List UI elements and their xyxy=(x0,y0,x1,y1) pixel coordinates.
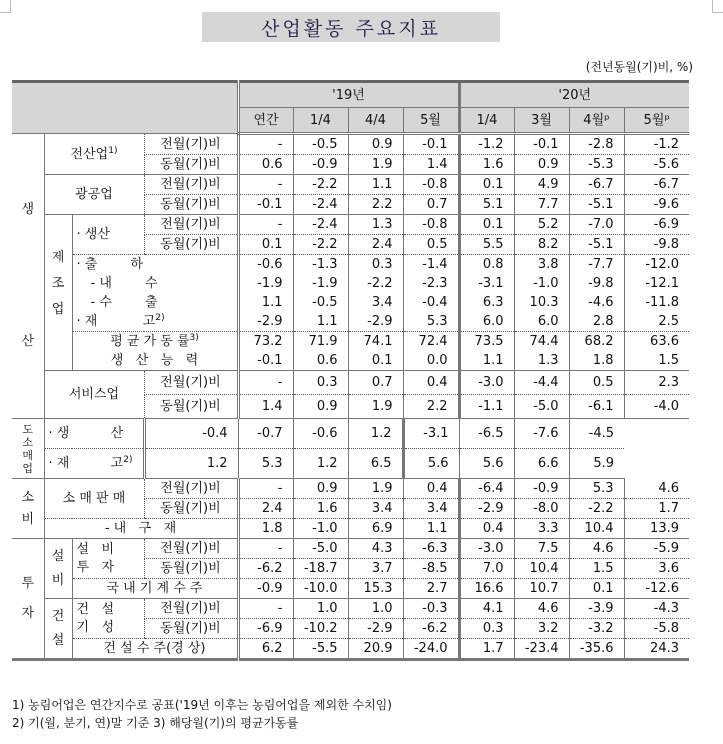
cell: 1.1 xyxy=(403,519,459,539)
cell: -0.9 xyxy=(293,155,348,175)
table-row xyxy=(12,332,689,352)
row-label-domestic: - 내 수 xyxy=(90,276,158,291)
cell: 0.1 xyxy=(348,351,403,371)
cell: -5.1 xyxy=(569,195,624,215)
cell: 0.6 xyxy=(238,155,293,175)
all-industry-text: 전산업 xyxy=(70,146,109,162)
ws-inventory-text: · 재 고 xyxy=(48,456,124,471)
utilization-text: 평 균 가 동 률 xyxy=(110,334,190,349)
row-label-shipment: · 출 하 xyxy=(76,257,143,272)
cell: 1.4 xyxy=(238,395,293,419)
comparison-label: 동월(기)비 xyxy=(144,499,238,519)
cell: -5.0 xyxy=(293,539,348,559)
cell: -6.4 xyxy=(459,479,514,499)
cell: -10.2 xyxy=(293,619,348,639)
cell: 3.4 xyxy=(348,499,403,519)
cell: 1.4 xyxy=(403,155,459,175)
indicator-table xyxy=(12,80,689,661)
cell: -24.0 xyxy=(403,639,459,660)
cell: 0.1 xyxy=(238,235,293,255)
cell: -23.4 xyxy=(514,639,569,660)
cell: -2.3 xyxy=(403,274,459,293)
cell: -4.4 xyxy=(514,371,569,395)
cell: 5.6 xyxy=(403,449,459,479)
table-row xyxy=(12,639,689,660)
cell: -2.9 xyxy=(348,312,403,332)
cell: 4.1 xyxy=(459,599,514,619)
cell: -0.5 xyxy=(293,134,348,155)
cell: 1.2 xyxy=(144,449,238,479)
row-label-inventory xyxy=(72,312,238,332)
cell: 3.6 xyxy=(624,559,689,579)
cell: 0.9 xyxy=(348,134,403,155)
footnote-ref: 3) xyxy=(189,333,199,343)
table-row xyxy=(12,519,689,539)
cell: -0.1 xyxy=(514,134,569,155)
cell: -6.1 xyxy=(569,395,624,419)
cell: 5.6 xyxy=(459,449,514,479)
cell: 1.3 xyxy=(514,351,569,371)
cell: 6.3 xyxy=(459,293,514,312)
cell: -0.8 xyxy=(403,215,459,235)
cell: -2.9 xyxy=(348,619,403,639)
header-period: 1/4 xyxy=(293,108,348,134)
cell: -7.0 xyxy=(569,215,624,235)
cell: -5.5 xyxy=(293,639,348,660)
page-corner-right xyxy=(712,0,723,13)
page-corner-left xyxy=(0,0,11,13)
cell: 3.3 xyxy=(514,519,569,539)
row-label-construction-orders: 건 설 수 주(경 상) xyxy=(72,639,238,660)
row-label-all-industry xyxy=(44,134,144,175)
cell: 6.5 xyxy=(348,449,403,479)
cell: 6.0 xyxy=(459,312,514,332)
comparison-label: 동월(기)비 xyxy=(144,155,238,175)
cell: 10.3 xyxy=(514,293,569,312)
cell: -0.1 xyxy=(238,351,293,371)
cell: 1.0 xyxy=(348,599,403,619)
cell: -18.7 xyxy=(293,559,348,579)
header-period: 4/4 xyxy=(348,108,403,134)
comparison-label: 동월(기)비 xyxy=(144,395,238,419)
cell: -0.5 xyxy=(293,293,348,312)
cell: -7.7 xyxy=(569,255,624,275)
cell: -9.8 xyxy=(569,274,624,293)
footnote-ref: 2) xyxy=(123,455,133,465)
cell: -0.6 xyxy=(238,255,293,275)
header-period: 5월 xyxy=(403,108,459,134)
cell: -10.0 xyxy=(293,579,348,599)
cell: 0.9 xyxy=(514,155,569,175)
cell: 13.9 xyxy=(624,519,689,539)
cell: -6.7 xyxy=(624,175,689,195)
cell: 1.9 xyxy=(348,155,403,175)
table-row xyxy=(12,312,689,332)
cell: -1.9 xyxy=(293,274,348,293)
cell: 2.5 xyxy=(624,312,689,332)
cell: 2.4 xyxy=(348,235,403,255)
subcategory-manufacturing: 제 조 업 xyxy=(44,215,72,371)
row-label-durables: - 내 구 재 xyxy=(44,519,238,539)
cell: -3.2 xyxy=(569,619,624,639)
header-blank xyxy=(12,82,238,134)
unit-label: (전년동월(기)비, %) xyxy=(585,60,693,74)
table-row xyxy=(12,371,689,395)
comparison-label: 전월(기)비 xyxy=(144,539,238,559)
cell: 0.5 xyxy=(569,371,624,395)
comparison-label: 전월(기)비 xyxy=(144,175,238,195)
cell: 5.3 xyxy=(403,312,459,332)
row-label-export: - 수 출 xyxy=(90,295,158,310)
cell: 1.7 xyxy=(624,499,689,519)
comparison-label: 전월(기)비 xyxy=(144,599,238,619)
cell: -3.0 xyxy=(459,371,514,395)
comparison-label: 전월(기)비 xyxy=(144,134,238,155)
cell: 3.7 xyxy=(348,559,403,579)
cell: -1.0 xyxy=(514,274,569,293)
cell: -6.2 xyxy=(403,619,459,639)
cell: 2.4 xyxy=(238,499,293,519)
cell: -2.4 xyxy=(293,215,348,235)
cell: -4.0 xyxy=(624,395,689,419)
row-label-ws-production: · 생 산 xyxy=(44,419,144,449)
cell: -1.2 xyxy=(624,134,689,155)
cell: 16.6 xyxy=(459,579,514,599)
comparison-label: 전월(기)비 xyxy=(144,479,238,499)
cell: 8.2 xyxy=(514,235,569,255)
cell: -1.0 xyxy=(293,519,348,539)
row-label-capacity: 생 산 능 력 xyxy=(72,351,238,371)
comparison-label: 동월(기)비 xyxy=(144,235,238,255)
cell: -3.1 xyxy=(459,274,514,293)
cell: 3.4 xyxy=(348,293,403,312)
cell: 0.3 xyxy=(348,255,403,275)
cell: -0.1 xyxy=(238,195,293,215)
cell: 1.1 xyxy=(348,175,403,195)
cell: 7.5 xyxy=(514,539,569,559)
cell: 6.9 xyxy=(348,519,403,539)
cell: 2.7 xyxy=(403,579,459,599)
cell: -12.6 xyxy=(624,579,689,599)
comparison-label: 동월(기)비 xyxy=(144,559,238,579)
cell: 24.3 xyxy=(624,639,689,660)
cell: -2.2 xyxy=(293,175,348,195)
cell: - xyxy=(238,539,293,559)
cell: -9.8 xyxy=(624,235,689,255)
cell: -12.1 xyxy=(624,274,689,293)
cell: -0.9 xyxy=(238,579,293,599)
cell: 0.3 xyxy=(459,619,514,639)
cell: 0.4 xyxy=(403,479,459,499)
cell: -35.6 xyxy=(569,639,624,660)
table-row xyxy=(12,599,689,619)
row-label-mfg-production: · 생산 xyxy=(72,215,144,255)
cell: -5.3 xyxy=(569,155,624,175)
cell: -3.1 xyxy=(403,419,459,449)
comparison-label: 전월(기)비 xyxy=(144,215,238,235)
cell: -6.2 xyxy=(238,559,293,579)
cell: 0.9 xyxy=(293,395,348,419)
cell: 4.6 xyxy=(624,479,689,499)
table-row xyxy=(12,274,689,293)
cell: -3.0 xyxy=(459,539,514,559)
cell: -1.3 xyxy=(293,255,348,275)
cell: 2.8 xyxy=(569,312,624,332)
cell: 7.7 xyxy=(514,195,569,215)
header-year-2019: '19년 xyxy=(238,82,459,108)
cell: 6.0 xyxy=(514,312,569,332)
table-row xyxy=(12,579,689,599)
header-period: 3월 xyxy=(514,108,569,134)
footnote-2: 2) 기(월, 분기, 연)말 기준 3) 해당월(기)의 평균가동률 xyxy=(12,716,299,730)
cell: 71.9 xyxy=(293,332,348,352)
cell: -0.7 xyxy=(238,419,293,449)
cell: 73.5 xyxy=(459,332,514,352)
comparison-label: 동월(기)비 xyxy=(144,195,238,215)
cell: -5.9 xyxy=(624,539,689,559)
cell: -5.0 xyxy=(514,395,569,419)
cell: 1.9 xyxy=(348,395,403,419)
cell: - xyxy=(238,371,293,395)
cell: -2.2 xyxy=(348,274,403,293)
cell: 2.2 xyxy=(348,195,403,215)
cell: 2.2 xyxy=(403,395,459,419)
cell: 0.7 xyxy=(403,195,459,215)
cell: 10.7 xyxy=(514,579,569,599)
cell: -2.2 xyxy=(569,499,624,519)
cell: -2.2 xyxy=(293,235,348,255)
cell: 7.0 xyxy=(459,559,514,579)
cell: -0.9 xyxy=(514,479,569,499)
cell: 10.4 xyxy=(514,559,569,579)
row-label-mining: 광공업 xyxy=(44,175,144,215)
cell: 10.4 xyxy=(569,519,624,539)
cell: 0.7 xyxy=(348,371,403,395)
comparison-label: 동월(기)비 xyxy=(144,619,238,639)
cell: 72.4 xyxy=(403,332,459,352)
cell: 1.3 xyxy=(348,215,403,235)
cell: 0.0 xyxy=(403,351,459,371)
table-row xyxy=(12,449,689,479)
cell: -2.9 xyxy=(459,499,514,519)
footnote-1: 1) 농림어업은 연간지수로 공표('19년 이후는 농림어업을 제외한 수치임) xyxy=(12,698,392,712)
header-row-years xyxy=(12,82,689,108)
cell: 1.2 xyxy=(293,449,348,479)
cell: 1.6 xyxy=(459,155,514,175)
cell: -3.9 xyxy=(569,599,624,619)
header-period: 5월ᵖ xyxy=(624,108,689,134)
footnote-ref: 1) xyxy=(108,145,118,156)
category-production: 생 산 xyxy=(12,134,44,419)
cell: 0.4 xyxy=(459,519,514,539)
cell: 0.4 xyxy=(403,371,459,395)
cell: -2.9 xyxy=(238,312,293,332)
title-text: 산업활동 주요지표 xyxy=(261,17,441,40)
cell: -0.3 xyxy=(403,599,459,619)
header-period: 연간 xyxy=(238,108,293,134)
cell: 3.8 xyxy=(514,255,569,275)
cell: -0.4 xyxy=(403,293,459,312)
cell: -8.0 xyxy=(514,499,569,519)
row-label-facility-investment: 설 비 투 자 xyxy=(72,539,144,579)
table-row xyxy=(12,293,689,312)
comparison-label: 전월(기)비 xyxy=(144,371,238,395)
subcategory-construction: 건 설 xyxy=(44,599,72,660)
cell: 3.4 xyxy=(403,499,459,519)
header-year-2020: '20년 xyxy=(459,82,689,108)
cell: 4.6 xyxy=(514,599,569,619)
cell: 74.4 xyxy=(514,332,569,352)
cell: 0.6 xyxy=(293,351,348,371)
cell: -6.5 xyxy=(459,419,514,449)
inventory-text: · 재 고 xyxy=(76,314,156,329)
cell: - xyxy=(238,175,293,195)
cell: 1.7 xyxy=(459,639,514,660)
cell: 68.2 xyxy=(569,332,624,352)
table-row xyxy=(12,215,689,235)
cell: 73.2 xyxy=(238,332,293,352)
cell: 20.9 xyxy=(348,639,403,660)
cell: -2.8 xyxy=(569,134,624,155)
cell: -9.6 xyxy=(624,195,689,215)
cell: -5.8 xyxy=(624,619,689,639)
cell: - xyxy=(238,599,293,619)
cell: 5.3 xyxy=(569,479,624,499)
cell: -8.5 xyxy=(403,559,459,579)
cell: -0.4 xyxy=(144,419,238,449)
cell: 1.8 xyxy=(238,519,293,539)
header-period: 4월ᵖ xyxy=(569,108,624,134)
cell: 4.6 xyxy=(569,539,624,559)
cell: 0.8 xyxy=(459,255,514,275)
cell: -7.6 xyxy=(514,419,569,449)
row-label-utilization xyxy=(72,332,238,352)
cell: 5.5 xyxy=(459,235,514,255)
cell: -5.6 xyxy=(624,155,689,175)
cell: 5.2 xyxy=(514,215,569,235)
table-row xyxy=(12,175,689,195)
cell: 0.1 xyxy=(569,579,624,599)
cell: -5.1 xyxy=(569,235,624,255)
cell: -4.3 xyxy=(624,599,689,619)
subcategory-facility: 설 비 xyxy=(44,539,72,599)
table-row xyxy=(12,134,689,155)
cell: 1.1 xyxy=(238,293,293,312)
cell: 3.2 xyxy=(514,619,569,639)
row-label-machinery-orders: 국 내 기 계 수 주 xyxy=(72,579,238,599)
table-row xyxy=(12,539,689,559)
cell: 1.8 xyxy=(569,351,624,371)
cell: 63.6 xyxy=(624,332,689,352)
cell: 2.3 xyxy=(624,371,689,395)
cell: -1.2 xyxy=(459,134,514,155)
table-row xyxy=(12,255,689,275)
cell: 1.9 xyxy=(348,479,403,499)
cell: -6.7 xyxy=(569,175,624,195)
cell: -4.5 xyxy=(569,419,624,449)
cell: 0.1 xyxy=(459,215,514,235)
cell: 0.1 xyxy=(459,175,514,195)
cell: - xyxy=(238,134,293,155)
cell: -6.3 xyxy=(403,539,459,559)
cell: 4.9 xyxy=(514,175,569,195)
cell: 74.1 xyxy=(348,332,403,352)
cell: 6.6 xyxy=(514,449,569,479)
row-label-retail: 소 매 판 매 xyxy=(44,479,144,519)
cell: -0.8 xyxy=(403,175,459,195)
footnote-ref: 2) xyxy=(155,313,165,323)
row-label-ws-inventory xyxy=(44,449,144,479)
cell: 1.5 xyxy=(624,351,689,371)
cell: -6.9 xyxy=(238,619,293,639)
category-investment: 투 자 xyxy=(12,539,44,660)
cell: -6.9 xyxy=(624,215,689,235)
category-consumption: 소 비 xyxy=(12,479,44,539)
cell: 1.6 xyxy=(293,499,348,519)
table-row xyxy=(12,479,689,499)
row-label-construction-completed: 건 설 기 성 xyxy=(72,599,144,639)
cell: 15.3 xyxy=(348,579,403,599)
cell: -4.6 xyxy=(569,293,624,312)
cell: -11.8 xyxy=(624,293,689,312)
cell: 0.5 xyxy=(403,235,459,255)
cell: -0.6 xyxy=(293,419,348,449)
page-title xyxy=(202,12,500,42)
cell: -0.1 xyxy=(403,134,459,155)
cell: - xyxy=(238,479,293,499)
cell: -1.1 xyxy=(459,395,514,419)
table-row xyxy=(12,419,689,449)
cell: 1.2 xyxy=(348,419,403,449)
cell: -1.4 xyxy=(403,255,459,275)
cell: 6.2 xyxy=(238,639,293,660)
cell: -1.9 xyxy=(238,274,293,293)
header-period: 1/4 xyxy=(459,108,514,134)
cell: 1.1 xyxy=(293,312,348,332)
cell: 5.3 xyxy=(238,449,293,479)
row-label-service: 서비스업 xyxy=(44,371,144,419)
cell: 0.9 xyxy=(293,479,348,499)
cell: 5.1 xyxy=(459,195,514,215)
cell: - xyxy=(238,215,293,235)
cell: -2.4 xyxy=(293,195,348,215)
cell: 5.9 xyxy=(569,449,624,479)
cell: 0.3 xyxy=(293,371,348,395)
table-row xyxy=(12,351,689,371)
cell: 4.3 xyxy=(348,539,403,559)
cell: -12.0 xyxy=(624,255,689,275)
cell: 1.0 xyxy=(293,599,348,619)
cell: 1.1 xyxy=(459,351,514,371)
cell: 1.5 xyxy=(569,559,624,579)
subcategory-wholesale-retail: 도 소 매 업 xyxy=(12,419,44,479)
